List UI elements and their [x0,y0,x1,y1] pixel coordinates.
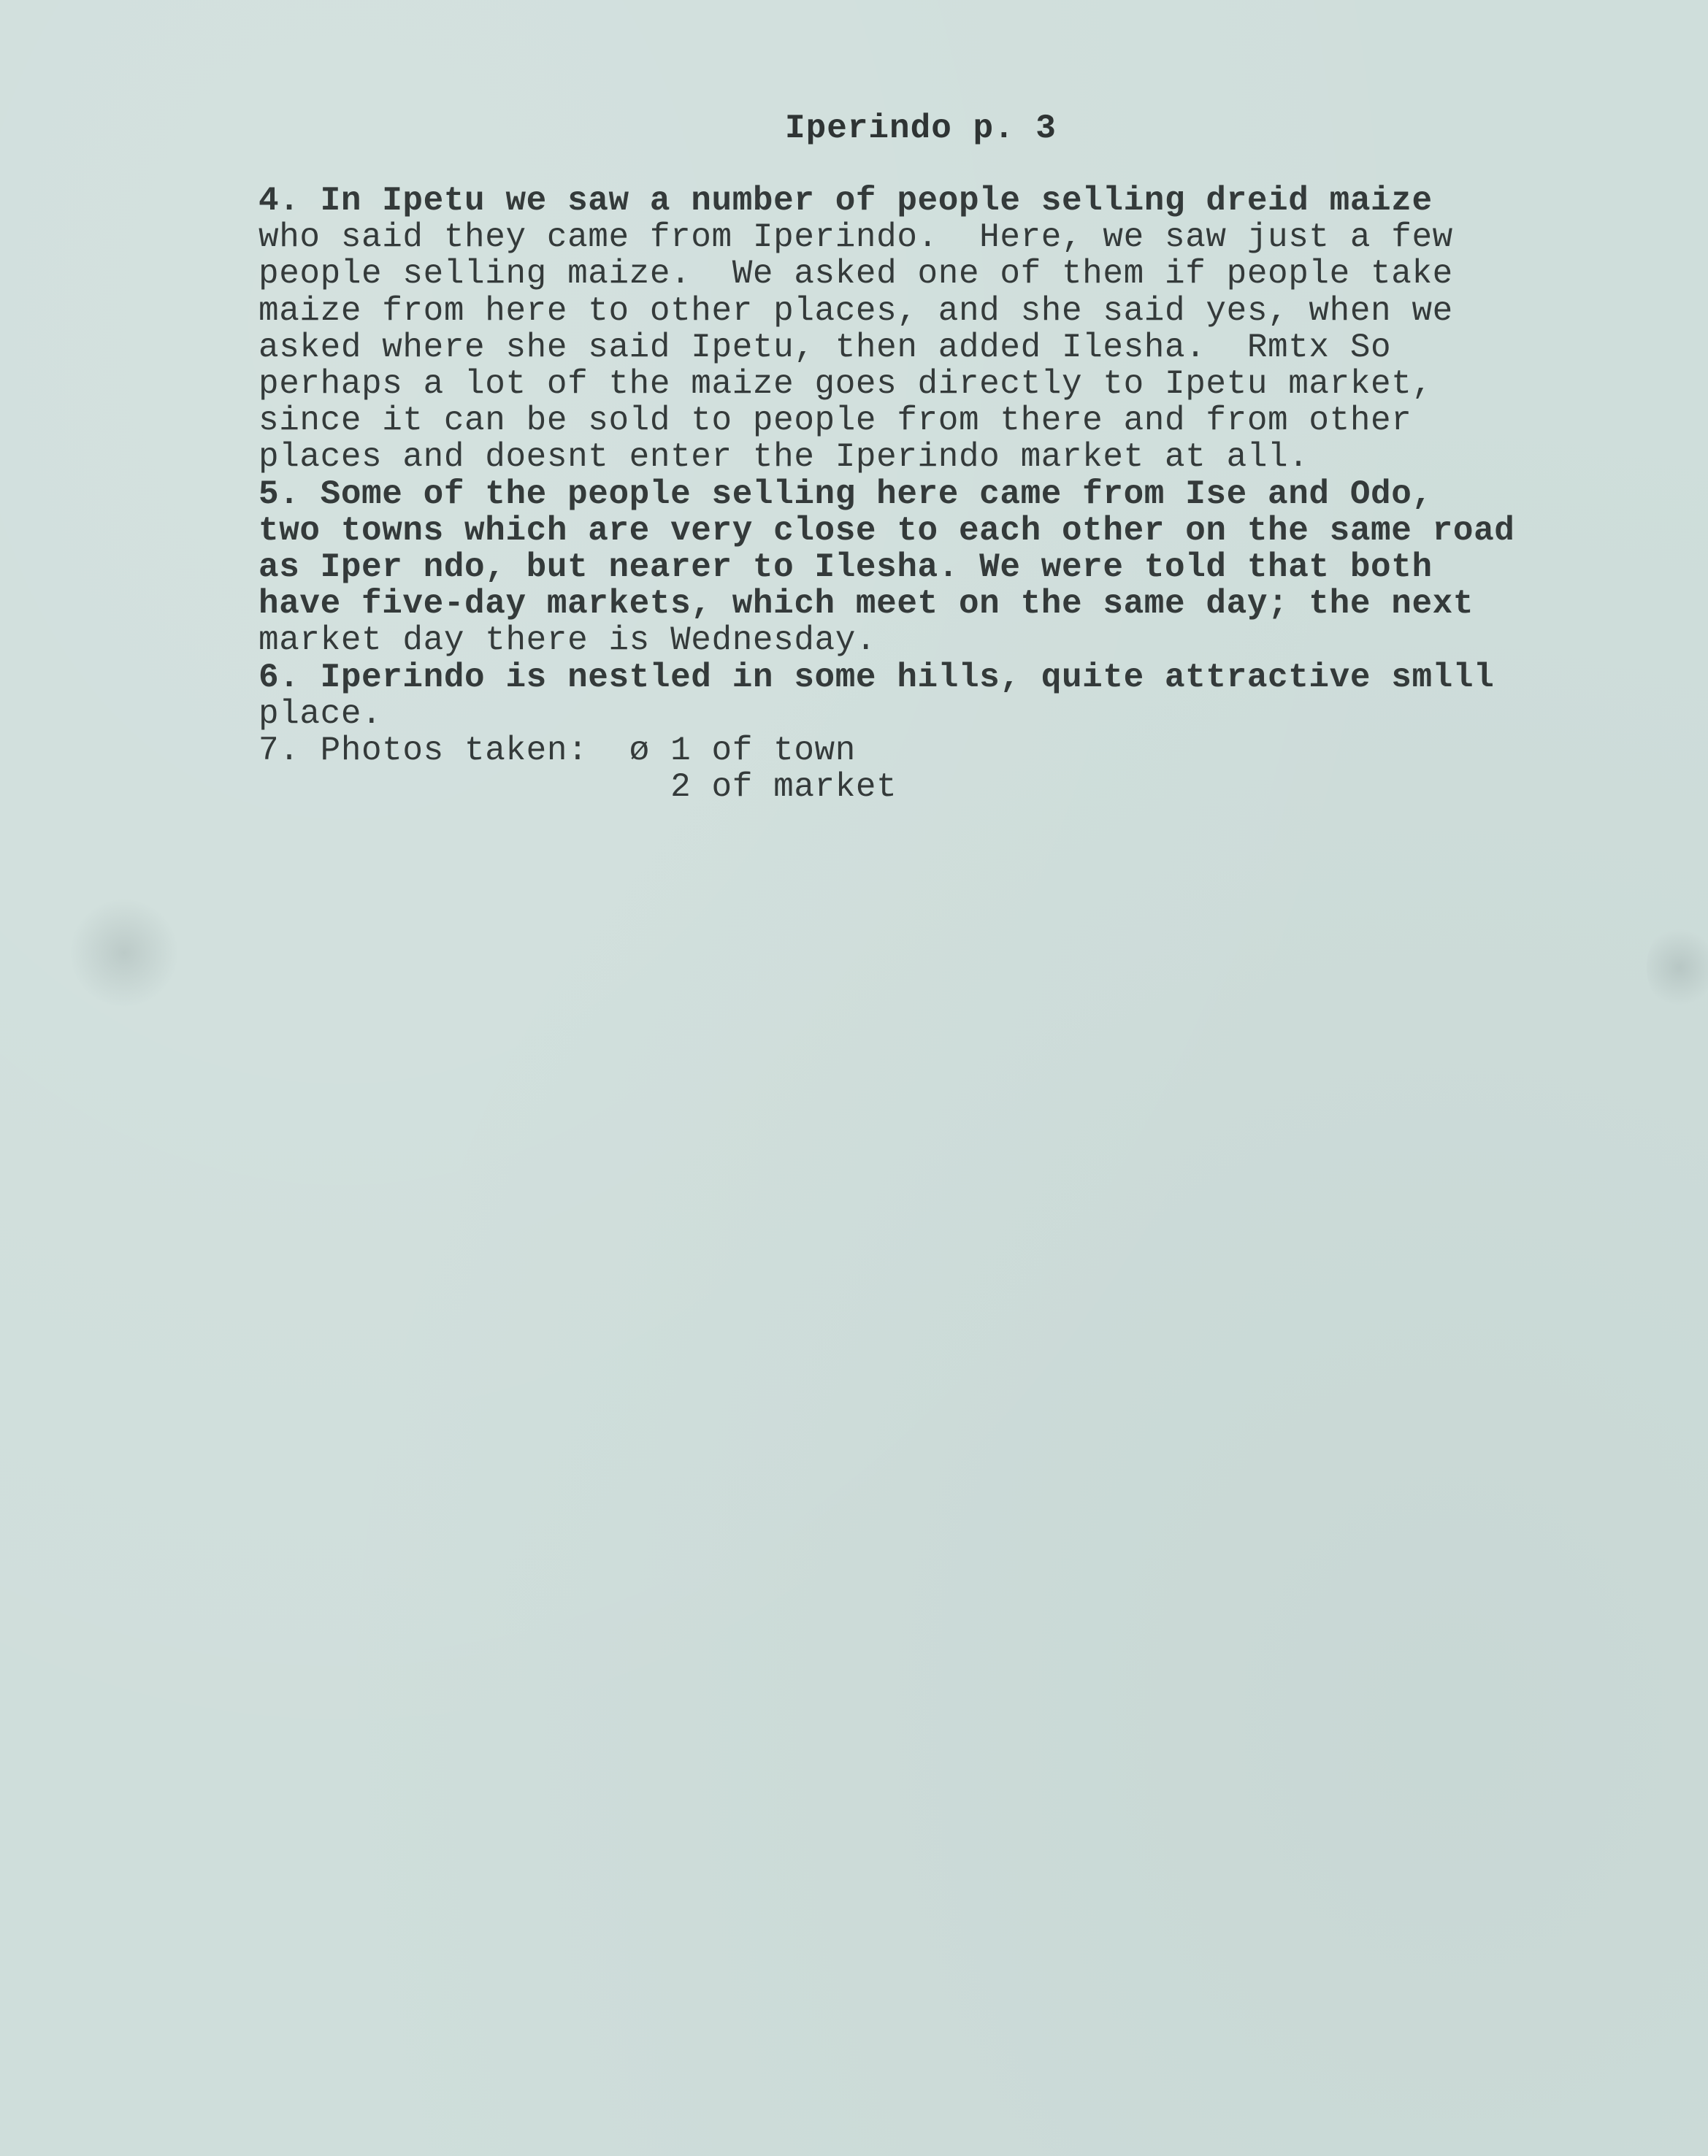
text-line: place. [259,694,383,733]
paper-stain [1647,924,1708,1011]
text-line: since it can be sold to people from there and from other [259,402,1412,440]
text-line: two towns which are very close to each other on the same road [259,511,1515,550]
text-line: 4. In Ipetu we saw a number of people selling dreid maize [259,182,1433,220]
text-line: 5. Some of the people selling here came from Ise and Odo, [259,475,1433,513]
text-line: 2 of market [259,768,897,807]
text-line: 7. Photos taken: ø 1 of town [259,732,856,770]
text-line: maize from here to other places, and she said yes, when we [259,291,1453,330]
text-line: market day there is Wednesday. [259,621,877,660]
text-line: asked where she said Ipetu, then added Ilesha. Rmtx So [259,328,1392,367]
text-line: perhaps a lot of the maize goes directly to Ipetu market, [259,365,1433,404]
note-body [259,183,1514,805]
text-line: 6. Iperindo is nestled in some hills, quite attractive smlll [259,658,1495,697]
text-line: as Iper ndo, but nearer to Ilesha. We were told that both [259,548,1433,587]
paper-stain [69,898,179,1008]
text-line: who said they came from Iperindo. Here, we saw just a few [259,218,1453,257]
text-line: people selling maize. We asked one of them if people take [259,255,1453,294]
page-title: Iperindo p. 3 [785,110,1057,147]
text-line: have five-day markets, which meet on the same day; the next [259,585,1474,624]
text-line: places and doesnt enter the Iperindo market at all. [259,438,1309,477]
